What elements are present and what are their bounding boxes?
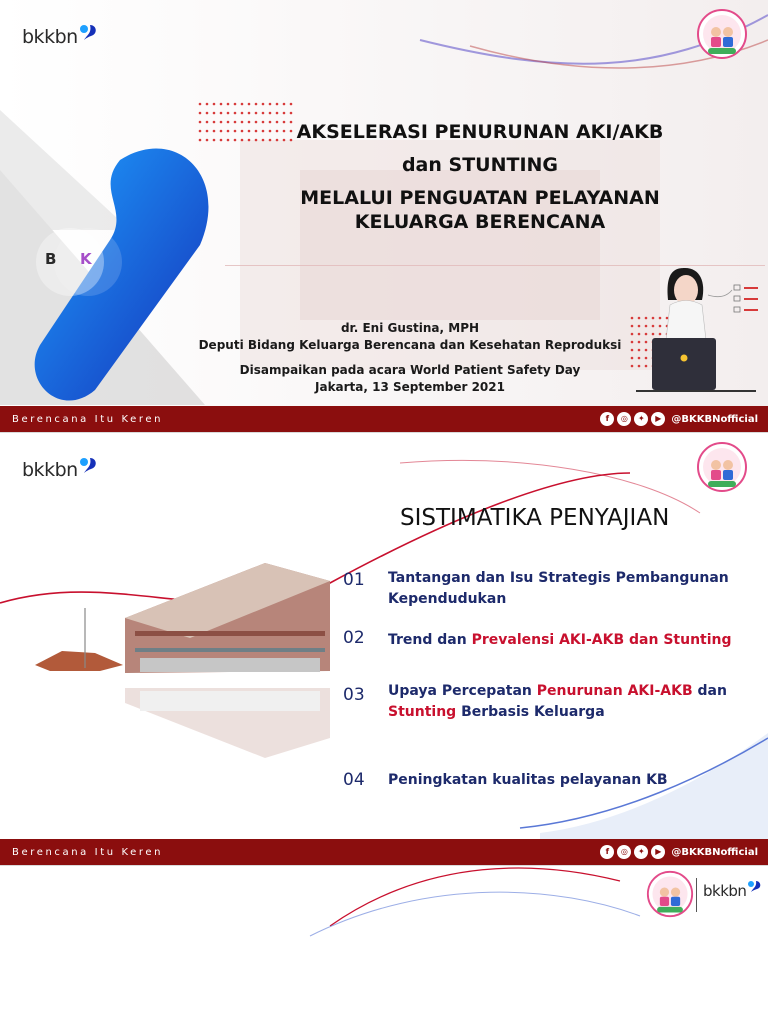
event-name: Disampaikan pada acara World Patient Safety Day bbox=[239, 363, 581, 377]
bkkbn-logo bbox=[22, 26, 99, 48]
footer-tagline: Berencana Itu Keren bbox=[12, 846, 164, 858]
youtube-icon[interactable]: ▶ bbox=[651, 845, 665, 859]
title-line-2: dan STUNTING bbox=[401, 154, 559, 176]
presentation-title bbox=[220, 120, 740, 234]
agenda-text-segment: Trend dan bbox=[388, 632, 472, 648]
stunting-campaign-badge-icon bbox=[646, 870, 694, 918]
title-slide bbox=[0, 0, 768, 432]
bkkbn-logo bbox=[703, 882, 763, 900]
presenter-name: dr. Eni Gustina, MPH bbox=[340, 321, 480, 335]
bk-letter-k: K bbox=[80, 250, 92, 268]
bkkbn-logo-text: bkkbn bbox=[22, 459, 78, 481]
bkkbn-logo-text: bkkbn bbox=[22, 26, 78, 48]
agenda-highlight-text: Prevalensi AKI-AKB dan Stunting bbox=[471, 632, 732, 648]
youtube-icon[interactable]: ▶ bbox=[651, 412, 665, 426]
twitter-icon[interactable]: ✦ bbox=[634, 845, 648, 859]
agenda-item-text bbox=[388, 630, 758, 651]
agenda-highlight-text: Stunting bbox=[388, 704, 457, 720]
agenda-item-number: 04 bbox=[343, 770, 365, 790]
agenda-text-segment: Tantangan dan Isu Strategis Pembangunan Kependudukan bbox=[388, 570, 729, 607]
title-line-3: MELALUI PENGUATAN PELAYANAN bbox=[300, 187, 660, 209]
instagram-icon[interactable]: ◎ bbox=[617, 845, 631, 859]
agenda-text-segment: Peningkatan kualitas pelayanan KB bbox=[388, 772, 668, 788]
footer-bar bbox=[0, 406, 768, 432]
social-links bbox=[600, 412, 758, 426]
agenda-text-segment: dan bbox=[692, 683, 727, 699]
agenda-item-number: 02 bbox=[343, 628, 365, 648]
bkkbn-logo-mark-icon bbox=[747, 879, 763, 893]
agenda-highlight-text: Penurunan AKI-AKB bbox=[536, 683, 693, 699]
agenda-heading: SISTIMATIKA PENYAJIAN bbox=[400, 505, 670, 531]
social-handle[interactable]: @BKKBNofficial bbox=[671, 846, 758, 858]
agenda-item-number: 01 bbox=[343, 570, 365, 590]
presenter-role: Deputi Bidang Keluarga Berencana dan Kesehatan Reproduksi bbox=[198, 338, 622, 352]
bkkbn-logo bbox=[22, 459, 99, 481]
event-place-date: Jakarta, 13 September 2021 bbox=[315, 380, 505, 394]
footer-tagline: Berencana Itu Keren bbox=[12, 413, 164, 425]
bkkbn-logo-text: bkkbn bbox=[703, 882, 747, 900]
footer-bar bbox=[0, 839, 768, 865]
facebook-icon[interactable]: f bbox=[600, 412, 614, 426]
agenda-item-text bbox=[388, 770, 758, 791]
instagram-icon[interactable]: ◎ bbox=[617, 412, 631, 426]
agenda-item-text bbox=[388, 568, 758, 610]
agenda-text-segment: Upaya Percepatan bbox=[388, 683, 537, 699]
agenda-item-number: 03 bbox=[343, 685, 365, 705]
agenda-slide bbox=[0, 433, 768, 865]
logo-separator bbox=[696, 878, 697, 912]
title-line-1: AKSELERASI PENURUNAN AKI/AKB bbox=[296, 121, 664, 143]
bkkbn-logo-mark-icon bbox=[79, 23, 99, 41]
stunting-campaign-badge-icon bbox=[696, 441, 748, 493]
next-slide-partial bbox=[0, 866, 768, 1024]
stunting-campaign-badge-icon bbox=[696, 8, 748, 60]
social-links bbox=[600, 845, 758, 859]
presenter-info bbox=[190, 320, 630, 396]
title-line-4: KELUARGA BERENCANA bbox=[354, 211, 606, 233]
facebook-icon[interactable]: f bbox=[600, 845, 614, 859]
agenda-item-text bbox=[388, 681, 758, 723]
bkkbn-logo-mark-icon bbox=[79, 456, 99, 474]
bk-letter-b: B bbox=[45, 250, 57, 268]
social-handle[interactable]: @BKKBNofficial bbox=[671, 413, 758, 425]
twitter-icon[interactable]: ✦ bbox=[634, 412, 648, 426]
agenda-text-segment: Berbasis Keluarga bbox=[456, 704, 605, 720]
